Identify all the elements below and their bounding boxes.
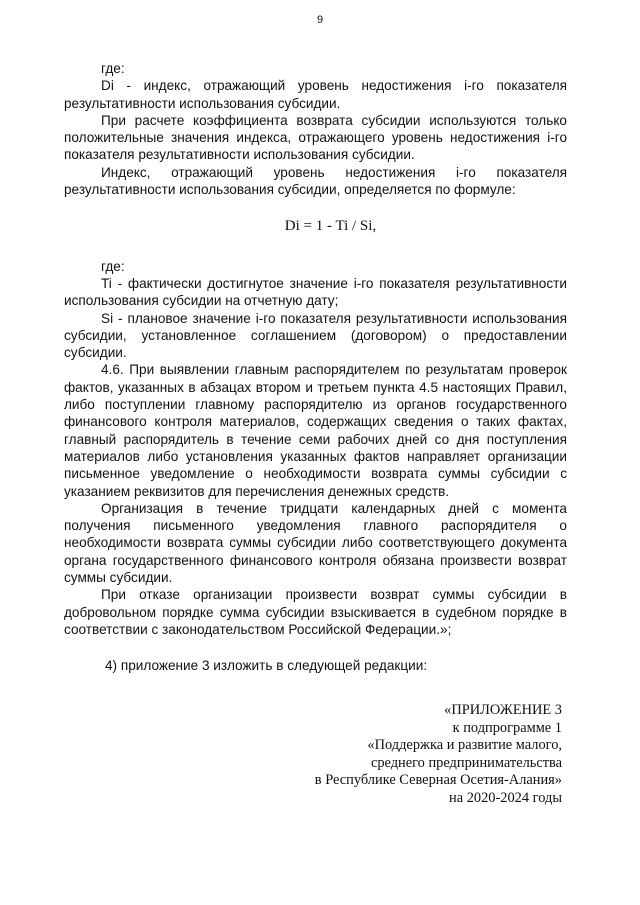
paragraph-where-2: где: (101, 258, 125, 274)
appendix-line-6: на 2020-2024 годы (449, 789, 562, 806)
paragraph-clause-4-6: 4.6. При выявлении главным распорядителем по результатам проверок фактов, указанных в абзацах втором и третьем пункта 4.5 настоящих Правил, либо поступлении главному распорядителю из органов государственного финансового контроля материалов, содержащих сведения о таких фактах, главный распорядитель в течение семи рабочих дней со дня поступления материалов либо установления указанных фактов направляет организации письменное уведомление о необходимости возврата суммы субсидии с указанием реквизитов для перечисления денежных средств. (64, 362, 567, 499)
paragraph-di-definition: Di - индекс, отражающий уровень недостижения i-го показателя результативности использования субсидии. (64, 78, 567, 111)
appendix-line-5: в Республике Северная Осетия-Алания» (314, 772, 562, 789)
paragraph-refusal: При отказе организации произвести возврат суммы субсидии в добровольном порядке сумма субсидии взыскивается в судебном порядке в соответствии с законодательством Российской Федерации.»; (64, 587, 567, 637)
paragraph-index-intro: Индекс, отражающий уровень недостижения i-го показателя результативности использования субсидии, определяется по формуле: (64, 164, 567, 198)
paragraph-si-definition: Si - плановое значение i-го показателя результативности использования субсидии, установленное соглашением (договором) о предоставлении субсидии. (64, 310, 567, 361)
appendix-line-2: к подпрограмме 1 (452, 719, 562, 736)
appendix-line-4: среднего предпринимательства (370, 754, 562, 771)
document-body (64, 60, 567, 675)
formula: Di = 1 - Ti / Si, (284, 218, 377, 235)
page-number: 9 (316, 14, 324, 26)
paragraph-coefficient-calc: При расчете коэффициента возврата субсидии используются только положительные значения индекса, отражающего уровень недостижения i-го показателя результативности использования субсидии. (64, 112, 567, 163)
appendix-header (232, 702, 562, 808)
appendix-line-1: «ПРИЛОЖЕНИЕ 3 (444, 702, 562, 718)
paragraph-organization-return: Организация в течение тридцати календарных дней с момента получения письменного уведомления главного распорядителя о необходимости возврата суммы субсидии либо соответствующего документа органа государственного финансового контроля обязана произвести возврат суммы субсидии. (64, 500, 567, 586)
paragraph-item-4: 4) приложение 3 изложить в следующей редакции: (105, 658, 428, 674)
paragraph-where-1: где: (101, 61, 125, 76)
paragraph-ti-definition: Ti - фактически достигнутое значение i-го показателя результативности использования субсидии на отчетную дату; (64, 275, 567, 309)
appendix-line-3: «Поддержка и развитие малого, (367, 737, 562, 754)
